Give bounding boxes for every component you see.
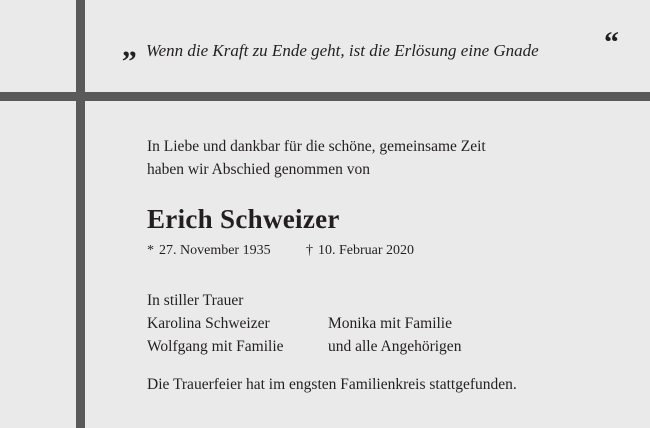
deceased-name: Erich Schweizer	[147, 204, 340, 234]
quote-open-mark: „	[122, 30, 137, 63]
intro-line-2: haben wir Abschied genommen von	[147, 161, 370, 178]
birth-date: 27. November 1935	[159, 243, 271, 258]
intro-line-1: In Liebe und dankbar für die schöne, gemeinsame Zeit	[147, 138, 486, 155]
birth-date-line	[147, 242, 271, 260]
death-date: 10. Februar 2020	[318, 243, 415, 258]
death-symbol: †	[306, 243, 313, 258]
mourners-heading: In stiller Trauer	[147, 292, 244, 309]
quote	[122, 26, 642, 70]
mourner-right-1: Monika mit Familie	[328, 315, 452, 332]
quote-close-mark: “	[604, 26, 619, 59]
cross-horizontal-beam	[0, 92, 650, 101]
mourner-left-1: Karolina Schweizer	[147, 315, 270, 332]
cross-vertical-beam	[76, 0, 85, 428]
quote-text: Wenn die Kraft zu Ende geht, ist die Erlösung eine Gnade	[146, 41, 539, 60]
mourner-left-2: Wolfgang mit Familie	[147, 338, 284, 355]
mourner-right-2: und alle Angehörigen	[328, 338, 462, 355]
ceremony-note: Die Trauerfeier hat im engsten Familienkreis stattgefunden.	[147, 376, 517, 393]
birth-symbol: *	[147, 243, 154, 258]
death-date-line	[306, 242, 414, 260]
